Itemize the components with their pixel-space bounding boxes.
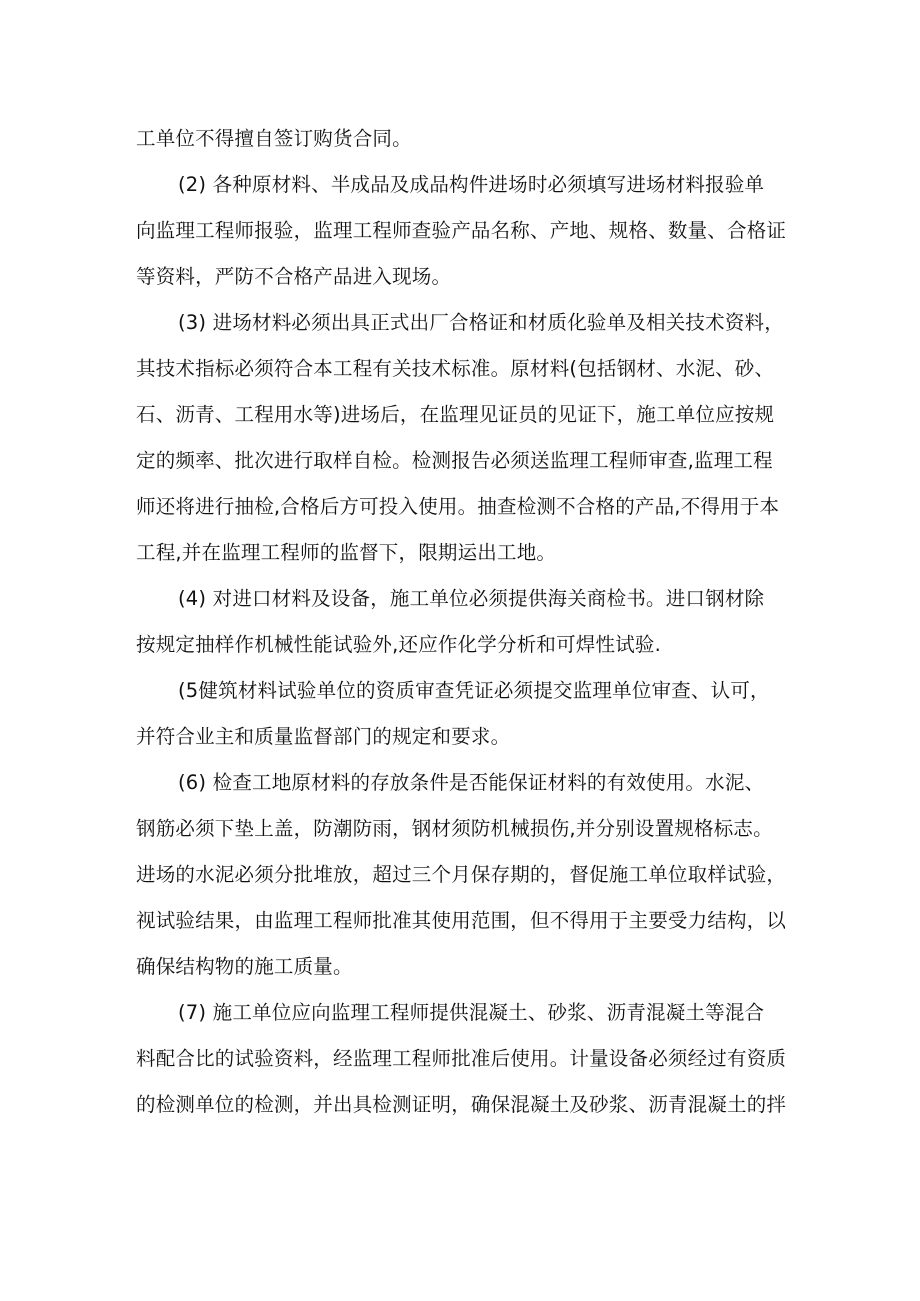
text-line: 等资料，严防不合格产品进入现场。 — [136, 265, 452, 288]
text-line: 视试验结果，由监理工程师批准其使用范围，但不得用于主要受力结构，以 — [136, 909, 787, 932]
paragraph-2 — [136, 162, 808, 300]
text-line: 并符合业主和质量监督部门的规定和要求。 — [136, 725, 511, 748]
text-line: 师还将进行抽检,合格后方可投入使用。抽查检测不合格的产品,不得用于本 — [136, 495, 780, 518]
paragraph-4 — [136, 576, 808, 668]
paragraph-3 — [136, 300, 808, 576]
text-line: (5健筑材料试验单位的资质审查凭证必须提交监理单位审查、认可， — [178, 679, 770, 702]
text-line: 石、沥青、工程用水等)进场后，在监理见证员的见证下，施工单位应按规 — [136, 403, 775, 426]
text-line: 钢筋必须下垫上盖，防潮防雨，钢材须防机械损伤,并分别设置规格标志。 — [136, 817, 773, 840]
text-line: 的检测单位的检测，并出具检测证明，确保混凝土及砂浆、沥青混凝土的拌 — [136, 1093, 787, 1116]
text-line: (4) 对进口材料及设备，施工单位必须提供海关商检书。进口钢材除 — [178, 587, 765, 610]
text-line: 料配合比的试验资料，经监理工程师批准后使用。计量设备必须经过有资质 — [136, 1047, 787, 1070]
text-line: 工单位不得擅自签订购货合同。 — [136, 127, 412, 150]
text-line: (6) 检查工地原材料的存放条件是否能保证材料的有效使用。水泥、 — [178, 771, 765, 794]
paragraph-5 — [136, 668, 808, 760]
paragraph-1 — [136, 116, 808, 162]
text-line: 向监理工程师报验，监理工程师查验产品名称、产地、规格、数量、合格证 — [136, 219, 787, 242]
paragraph-6 — [136, 760, 808, 990]
text-line: 确保结构物的施工质量。 — [136, 955, 353, 978]
text-line: 按规定抽样作机械性能试验外,还应作化学分析和可焊性试验. — [136, 633, 661, 656]
text-line: (3) 进场材料必须出具正式出厂合格证和材质化验单及相关技术资料， — [178, 311, 784, 334]
text-line: (7) 施工单位应向监理工程师提供混凝土、砂浆、沥青混凝土等混合 — [178, 1001, 765, 1024]
text-line: 进场的水泥必须分批堆放，超过三个月保存期的，督促施工单位取样试验， — [136, 863, 787, 886]
document-body — [136, 116, 808, 1128]
text-line: 其技术指标必须符合本工程有关技术标准。原材料(包括钢材、水泥、砂、 — [136, 357, 775, 380]
text-line: (2) 各种原材料、半成品及成品构件进场时必须填写进场材料报验单 — [178, 173, 765, 196]
paragraph-7 — [136, 990, 808, 1128]
text-line: 定的频率、批次进行取样自检。检测报告必须送监理工程师审查,监理工程 — [136, 449, 773, 472]
text-line: 工程,并在监理工程师的监督下，限期运出工地。 — [136, 541, 557, 564]
